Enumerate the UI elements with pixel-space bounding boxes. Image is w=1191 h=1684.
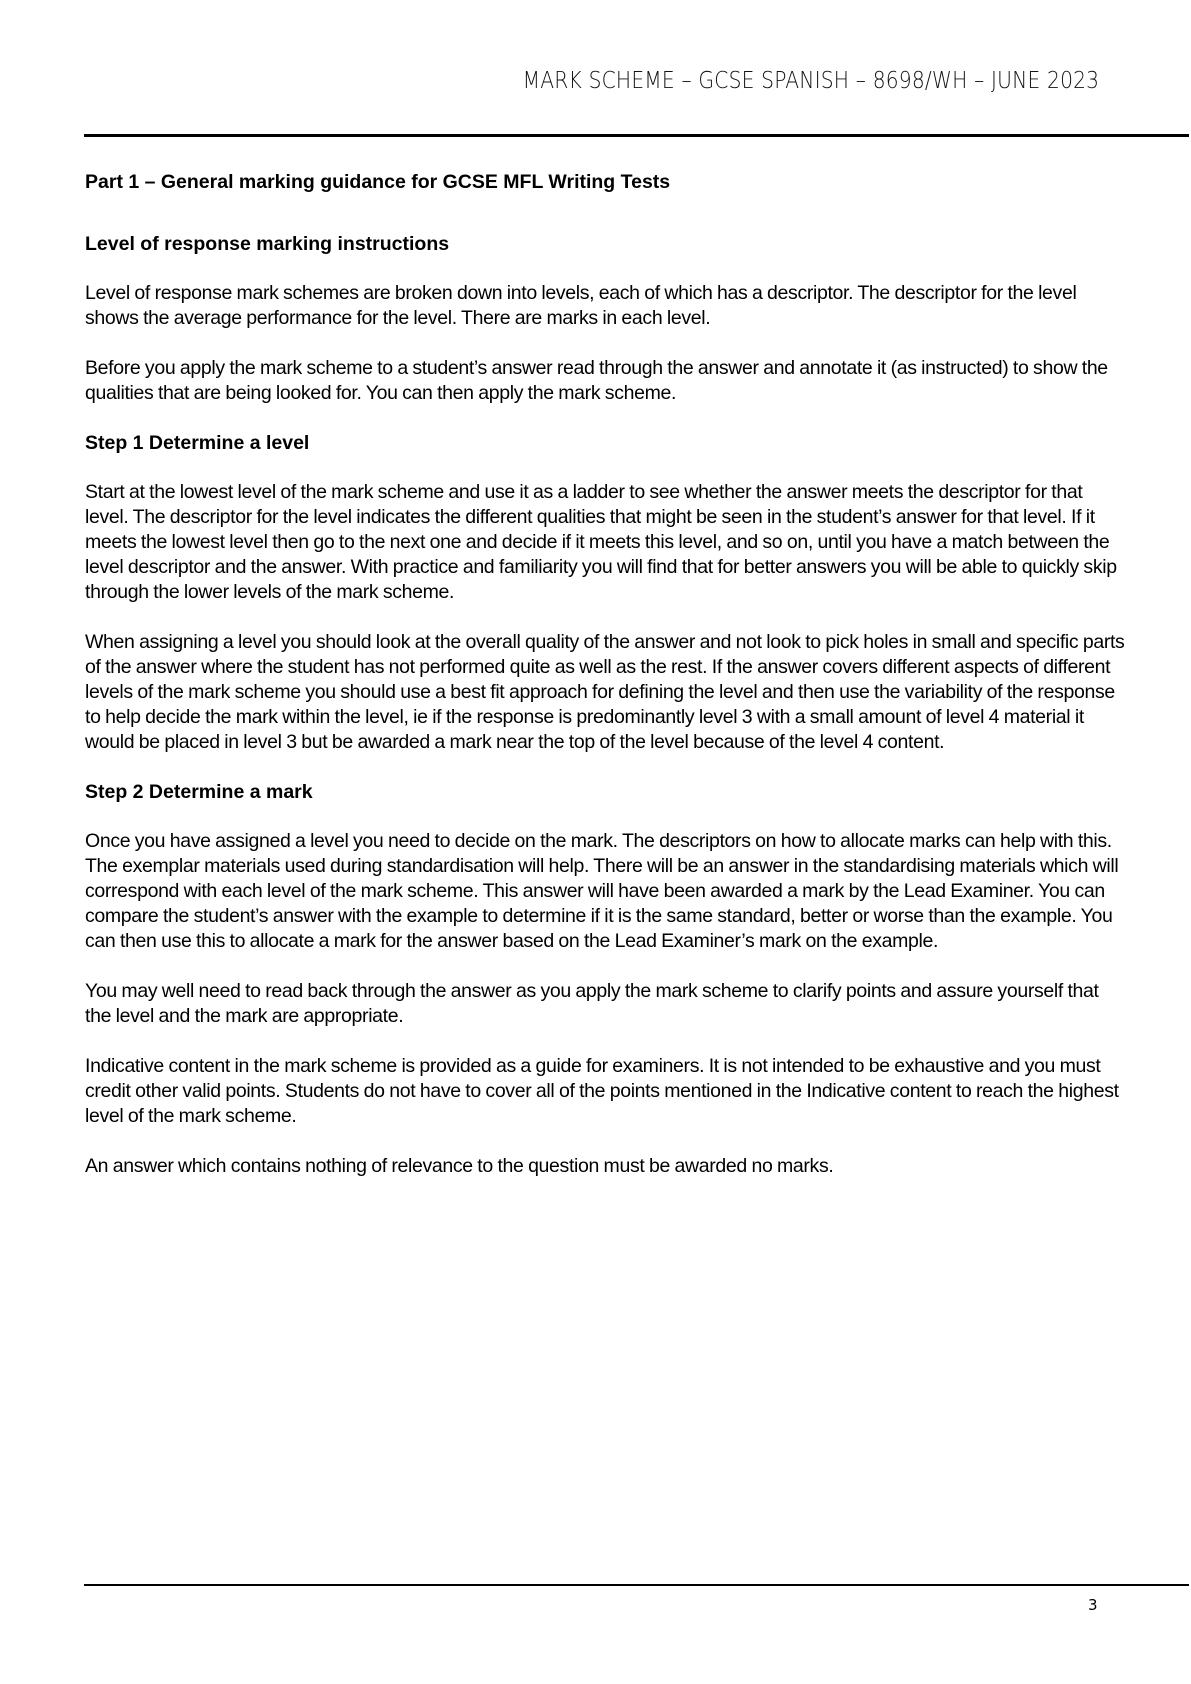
paragraph: Level of response mark schemes are broken down into levels, each of which has a descriptor. The descriptor for the level shows the average performance for the level. There are marks in each level. — [85, 282, 1077, 329]
header-divider — [84, 134, 1189, 137]
footer-divider — [84, 1584, 1189, 1586]
paragraph: Once you have assigned a level you need to decide on the mark. The descriptors on how to allocate marks can help with this. The exemplar materials used during standardisation will help. There will be an answer in the standardising materials which will correspond with each level of the mark scheme. This answer will have been awarded a mark by the Lead Examiner. You can compare the student’s answer with the example to determine if it is the same standard, better or worse than the example. You can then use this to allocate a mark for the answer based on the Lead Examiner’s mark on the example. — [85, 830, 1119, 952]
running-header: MARK SCHEME – GCSE SPANISH – 8698/WH – JUNE 2023 — [522, 68, 1099, 94]
paragraph: You may well need to read back through the answer as you apply the mark scheme to clarify points and assure yourself that the level and the mark are appropriate. — [85, 980, 1099, 1027]
paragraph: An answer which contains nothing of relevance to the question must be awarded no marks. — [85, 1155, 834, 1177]
section-heading-step2: Step 2 Determine a mark — [85, 781, 313, 803]
part-title: Part 1 – General marking guidance for GCSE MFL Writing Tests — [85, 171, 671, 193]
paragraph: Indicative content in the mark scheme is provided as a guide for examiners. It is not intended to be exhaustive and you must credit other valid points. Students do not have to cover all of the points mentioned in the Indicative content to reach the highest level of the mark scheme. — [85, 1055, 1119, 1127]
section-heading-step1: Step 1 Determine a level — [85, 432, 310, 454]
paragraph: Before you apply the mark scheme to a student’s answer read through the answer and annotate it (as instructed) to show the qualities that are being looked for. You can then apply the mark scheme. — [85, 357, 1108, 404]
section-heading-level-of-response: Level of response marking instructions — [85, 233, 450, 255]
page-content — [85, 170, 1125, 1204]
page-number: 3 — [1088, 1596, 1098, 1614]
paragraph: Start at the lowest level of the mark scheme and use it as a ladder to see whether the answer meets the descriptor for that level. The descriptor for the level indicates the different qualities that might be seen in the student’s answer for that level. If it meets the lowest level then go to the next one and decide if it meets this level, and so on, until you have a match between the level descriptor and the answer. With practice and familiarity you will find that for better answers you will be able to quickly skip through the lower levels of the mark scheme. — [85, 481, 1117, 603]
paragraph: When assigning a level you should look at the overall quality of the answer and not look to pick holes in small and specific parts of the answer where the student has not performed quite as well as the rest. If the answer covers different aspects of different levels of the mark scheme you should use a best fit approach for defining the level and then use the variability of the response to help decide the mark within the level, ie if the response is predominantly level 3 with a small amount of level 4 material it would be placed in level 3 but be awarded a mark near the top of the level because of the level 4 content. — [85, 631, 1125, 753]
